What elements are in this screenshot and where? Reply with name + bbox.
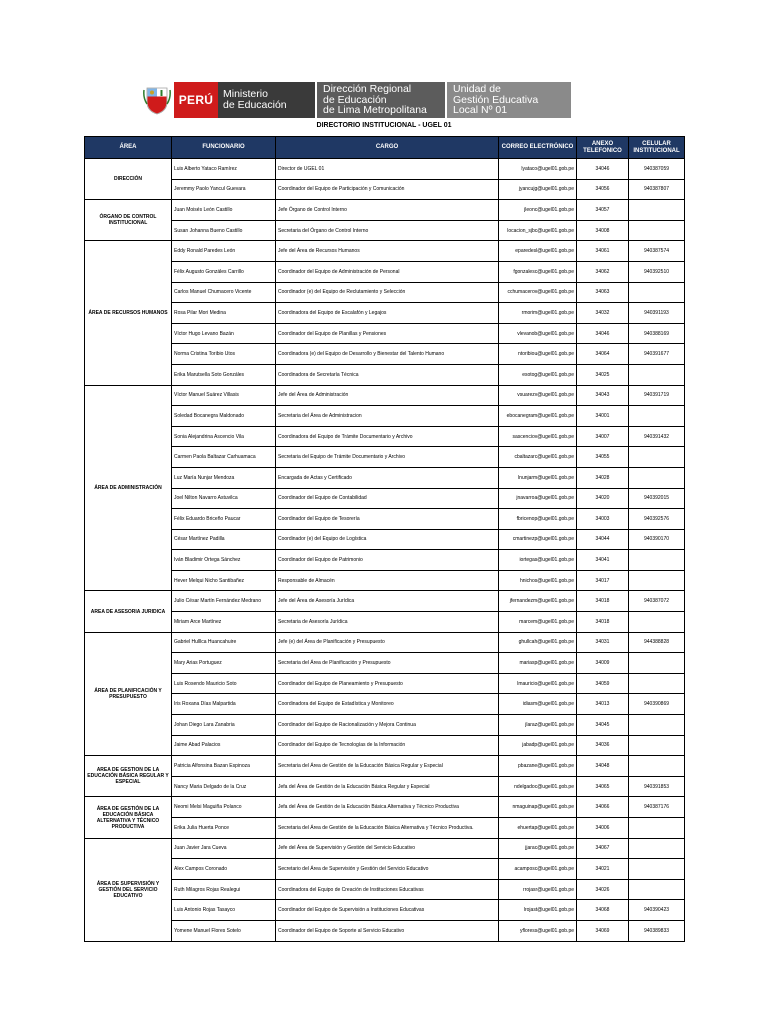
area-cell: AREA DE GESTION DE LA EDUCACIÓN BÁSICA REGULAR Y ESPECIAL: [85, 756, 172, 797]
table-row: [85, 632, 685, 653]
cargo-cell: Coordinadora del Equipo de Trámite Documentario y Archivo: [276, 426, 499, 447]
cargo-cell: Jefa del Área de Gestión de la Educación Básica Regular y Especial: [276, 776, 499, 797]
anexo-cell: 34059: [577, 673, 629, 694]
anexo-cell: 34065: [577, 776, 629, 797]
funcionario-cell: Alex Campos Coronado: [172, 859, 276, 880]
funcionario-cell: Julio César Martín Fernández Medrano: [172, 591, 276, 612]
email-cell[interactable]: nmaguinap@ugel01.gob.pe: [499, 797, 577, 818]
cargo-cell: Secretaria del Equipo de Trámite Documentario y Archivo: [276, 447, 499, 468]
celular-cell: 944388828: [629, 632, 685, 653]
table-row: [85, 859, 685, 880]
email-cell[interactable]: jleonc@ugel01.gob.pe: [499, 200, 577, 221]
anexo-cell: 34041: [577, 550, 629, 571]
cargo-cell: Coordinador del Equipo de Racionalización y Mejora Continua: [276, 715, 499, 736]
cargo-cell: Coordinador del Equipo de Planeamiento y Presupuesto: [276, 673, 499, 694]
table-row: [85, 756, 685, 777]
anexo-cell: 34001: [577, 406, 629, 427]
email-cell[interactable]: ehuertap@ugel01.gob.pe: [499, 818, 577, 839]
table-row: [85, 467, 685, 488]
funcionario-cell: Jaime Abad Palacios: [172, 735, 276, 756]
anexo-cell: 34018: [577, 591, 629, 612]
cargo-cell: Coordinador (e) del Equipo de Logística: [276, 529, 499, 550]
anexo-cell: 34055: [577, 447, 629, 468]
table-row: [85, 406, 685, 427]
anexo-cell: 34061: [577, 241, 629, 262]
email-cell[interactable]: lyataco@ugel01.gob.pe: [499, 159, 577, 180]
table-row: [85, 879, 685, 900]
area-cell: AREA DE ASESORIA JURIDICA: [85, 591, 172, 632]
celular-cell: [629, 364, 685, 385]
area-cell: DIRECCIÓN: [85, 159, 172, 200]
cargo-cell: Secretaria de Asesoría Jurídica: [276, 612, 499, 633]
email-cell[interactable]: cmartinezp@ugel01.gob.pe: [499, 529, 577, 550]
area-cell: ÁREA DE RECURSOS HUMANOS: [85, 241, 172, 385]
celular-cell: 940387059: [629, 159, 685, 180]
table-row: [85, 900, 685, 921]
table-row: [85, 653, 685, 674]
email-cell[interactable]: jjarac@ugel01.gob.pe: [499, 838, 577, 859]
table-row: [85, 426, 685, 447]
funcionario-cell: Carlos Manuel Chumacero Vicente: [172, 282, 276, 303]
funcionario-cell: Luis Alberto Yataco Ramírez: [172, 159, 276, 180]
col-header-cargo: CARGO: [276, 137, 499, 159]
celular-cell: [629, 406, 685, 427]
celular-cell: 940391193: [629, 303, 685, 324]
email-cell[interactable]: jnavarroa@ugel01.gob.pe: [499, 488, 577, 509]
cargo-cell: Coordinador (e) del Equipo de Reclutamiento y Selección: [276, 282, 499, 303]
table-row: [85, 509, 685, 530]
email-cell[interactable]: cchumacerov@ugel01.gob.pe: [499, 282, 577, 303]
funcionario-cell: Erika Marutsella Soto Gonzáles: [172, 364, 276, 385]
funcionario-cell: Juan Moisés León Castillo: [172, 200, 276, 221]
ministerio-label: Ministerio de Educación: [218, 82, 315, 118]
email-cell[interactable]: jlaraz@ugel01.gob.pe: [499, 715, 577, 736]
cargo-cell: Coordinador del Equipo de Tecnologías de la Información: [276, 735, 499, 756]
cargo-cell: Secretaria del Área de Gestión de la Educación Básica Regular y Especial: [276, 756, 499, 777]
anexo-cell: 34064: [577, 344, 629, 365]
area-cell: ÁREA DE ADMINISTRACIÓN: [85, 385, 172, 591]
table-row: [85, 818, 685, 839]
anexo-cell: 34013: [577, 694, 629, 715]
cargo-cell: Coordinadora de Secretaría Técnica: [276, 364, 499, 385]
anexo-cell: 34046: [577, 323, 629, 344]
table-row: [85, 550, 685, 571]
cargo-cell: Director de UGEL 01: [276, 159, 499, 180]
area-cell: ÁREA DE GESTIÓN DE LA EDUCACIÓN BÁSICA ALTERNATIVA Y TÉCNICO PRODUCTIVA: [85, 797, 172, 838]
funcionario-cell: Luz María Nunjar Mendoza: [172, 467, 276, 488]
table-row: [85, 303, 685, 324]
celular-cell: [629, 200, 685, 221]
celular-cell: [629, 220, 685, 241]
celular-cell: 940387176: [629, 797, 685, 818]
celular-cell: 940391719: [629, 385, 685, 406]
anexo-cell: 34031: [577, 632, 629, 653]
table-row: [85, 838, 685, 859]
funcionario-cell: Soledad Bocanegra Maldonado: [172, 406, 276, 427]
cargo-cell: Jefe del Área de Supervisión y Gestión del Servicio Educativo: [276, 838, 499, 859]
cargo-cell: Jefe del Área de Administración: [276, 385, 499, 406]
email-cell[interactable]: rmorim@ugel01.gob.pe: [499, 303, 577, 324]
cargo-cell: Jefe (e) del Área de Planificación y Presupuesto: [276, 632, 499, 653]
table-row: [85, 920, 685, 941]
anexo-cell: 34026: [577, 879, 629, 900]
celular-cell: [629, 570, 685, 591]
cargo-cell: Secretaria del Área de Planificación y Presupuesto: [276, 653, 499, 674]
anexo-cell: 34008: [577, 220, 629, 241]
funcionario-cell: Joel Nilton Navarro Astuvilca: [172, 488, 276, 509]
celular-cell: [629, 735, 685, 756]
cargo-cell: Jefa del Área de Gestión de la Educación Básica Alternativa y Técnico Productiva: [276, 797, 499, 818]
funcionario-cell: Mary Arias Portuguez: [172, 653, 276, 674]
funcionario-cell: Gabriel Hulllca Huancahuire: [172, 632, 276, 653]
email-cell[interactable]: acamposc@ugel01.gob.pe: [499, 859, 577, 880]
email-cell[interactable]: sascenciov@ugel01.gob.pe: [499, 426, 577, 447]
email-cell[interactable]: ebocanegram@ugel01.gob.pe: [499, 406, 577, 427]
cargo-cell: Jefe del Área de Recursos Humanos: [276, 241, 499, 262]
anexo-cell: 34062: [577, 261, 629, 282]
cargo-cell: Encargada de Actas y Certificado: [276, 467, 499, 488]
cargo-cell: Coordinador del Equipo de Soporte al Servicio Educativo: [276, 920, 499, 941]
funcionario-cell: Víctor Manuel Suárez Villasis: [172, 385, 276, 406]
table-row: [85, 715, 685, 736]
table-row: [85, 220, 685, 241]
funcionario-cell: Sonia Alejandrina Ascencio Vila: [172, 426, 276, 447]
anexo-cell: 34045: [577, 715, 629, 736]
funcionario-cell: Nancy Maria Delgado de la Cruz: [172, 776, 276, 797]
cargo-cell: Coordinadora del Equipo de Creación de Instituciones Educativas: [276, 879, 499, 900]
table-row: [85, 447, 685, 468]
table-row: [85, 241, 685, 262]
table-header-row: [85, 137, 685, 159]
anexo-cell: 34032: [577, 303, 629, 324]
cargo-cell: Coordinadora del Equipo de Estadística y Monitoreo: [276, 694, 499, 715]
email-cell[interactable]: yfloress@ugel01.gob.pe: [499, 920, 577, 941]
document-title: DIRECTORIO INSTITUCIONAL - UGEL 01: [316, 122, 452, 129]
email-cell[interactable]: fgonzalesc@ugel01.gob.pe: [499, 261, 577, 282]
cargo-cell: Coordinador del Equipo de Supervisión a Instituciones Educativas: [276, 900, 499, 921]
table-row: [85, 735, 685, 756]
funcionario-cell: Yomene Manuel Flores Sotelo: [172, 920, 276, 941]
email-cell[interactable]: marcem@ugel01.gob.pe: [499, 612, 577, 633]
funcionario-cell: Jeremmy Paolo Yancul Guevara: [172, 179, 276, 200]
anexo-cell: 34043: [577, 385, 629, 406]
anexo-cell: 34044: [577, 529, 629, 550]
table-row: [85, 694, 685, 715]
email-cell[interactable]: eparedesl@ugel01.gob.pe: [499, 241, 577, 262]
celular-cell: [629, 818, 685, 839]
table-row: [85, 612, 685, 633]
funcionario-cell: Ruth Milagros Rojas Realegui: [172, 879, 276, 900]
funcionario-cell: Hever Melqui Nicho Santibañez: [172, 570, 276, 591]
email-cell[interactable]: hnichos@ugel01.gob.pe: [499, 570, 577, 591]
cargo-cell: Secretaria del Área de Administracion: [276, 406, 499, 427]
table-row: [85, 282, 685, 303]
table-row: [85, 385, 685, 406]
celular-cell: 940391853: [629, 776, 685, 797]
anexo-cell: 34017: [577, 570, 629, 591]
ugel-label: Unidad de Gestión Educativa Local Nº 01: [447, 82, 571, 118]
funcionario-cell: Félix Augusto Gonzáles Carrillo: [172, 261, 276, 282]
area-cell: ÁREA DE SUPERVISIÓN Y GESTIÓN DEL SERVICIO EDUCATIVO: [85, 838, 172, 941]
dre-label: Dirección Regional de Educación de Lima Metropolitana: [317, 82, 445, 118]
cargo-cell: Coordinador del Equipo de Contabilidad: [276, 488, 499, 509]
email-cell[interactable]: vsuarezv@ugel01.gob.pe: [499, 385, 577, 406]
funcionario-cell: Luis Antonio Rojas Tasayco: [172, 900, 276, 921]
celular-cell: 940391432: [629, 426, 685, 447]
col-header-area: ÁREA: [85, 137, 172, 159]
email-cell[interactable]: ntoribiou@ugel01.gob.pe: [499, 344, 577, 365]
funcionario-cell: Víctor Hugo Levano Bazán: [172, 323, 276, 344]
table-row: [85, 159, 685, 180]
celular-cell: [629, 879, 685, 900]
email-cell[interactable]: jyancujg@ugel01.gob.pe: [499, 179, 577, 200]
celular-cell: [629, 612, 685, 633]
celular-cell: [629, 673, 685, 694]
celular-cell: 940390423: [629, 900, 685, 921]
email-cell[interactable]: esotog@ugel01.gob.pe: [499, 364, 577, 385]
celular-cell: 940392576: [629, 509, 685, 530]
funcionario-cell: César Martínez Padilla: [172, 529, 276, 550]
cargo-cell: Coordinador del Equipo de Participación y Comunicación: [276, 179, 499, 200]
email-cell[interactable]: jabadp@ugel01.gob.pe: [499, 735, 577, 756]
table-row: [85, 200, 685, 221]
col-header-correo: CORREO ELECTRÓNICO: [499, 137, 577, 159]
celular-cell: 940387807: [629, 179, 685, 200]
funcionario-cell: Eddy Ronald Paredes León: [172, 241, 276, 262]
cargo-cell: Secretaria del Órgano de Control Interno: [276, 220, 499, 241]
cargo-cell: Coordinadora (e) del Equipo de Desarrollo y Bienestar del Talento Humano: [276, 344, 499, 365]
cargo-cell: Responsable de Almacén: [276, 570, 499, 591]
celular-cell: 940390869: [629, 694, 685, 715]
email-cell[interactable]: lrojast@ugel01.gob.pe: [499, 900, 577, 921]
anexo-cell: 34067: [577, 838, 629, 859]
cargo-cell: Jefe Órgano de Control Interno: [276, 200, 499, 221]
table-body: [85, 159, 685, 942]
email-cell[interactable]: ghullcah@ugel01.gob.pe: [499, 632, 577, 653]
cargo-cell: Coordinador del Equipo de Planillas y Pensiones: [276, 323, 499, 344]
table-row: [85, 364, 685, 385]
celular-cell: 940392510: [629, 261, 685, 282]
table-row: [85, 776, 685, 797]
anexo-cell: 34006: [577, 818, 629, 839]
funcionario-cell: Erika Julia Huerta Ponce: [172, 818, 276, 839]
anexo-cell: 34068: [577, 900, 629, 921]
email-cell[interactable]: idiasm@ugel01.gob.pe: [499, 694, 577, 715]
anexo-cell: 34056: [577, 179, 629, 200]
funcionario-cell: Rosa Pilar Mori Medina: [172, 303, 276, 324]
celular-cell: [629, 859, 685, 880]
coat-of-arms-icon: [140, 82, 174, 118]
email-cell[interactable]: mariasp@ugel01.gob.pe: [499, 653, 577, 674]
celular-cell: 940387574: [629, 241, 685, 262]
funcionario-cell: Susan Johanna Bueno Castillo: [172, 220, 276, 241]
area-cell: ÁREA DE PLANIFICACIÓN Y PRESUPUESTO: [85, 632, 172, 756]
table-row: [85, 591, 685, 612]
table-row: [85, 673, 685, 694]
email-cell[interactable]: fbricenop@ugel01.gob.pe: [499, 509, 577, 530]
celular-cell: 940389833: [629, 920, 685, 941]
col-header-celular: CELULAR INSTITUCIONAL: [629, 137, 685, 159]
celular-cell: [629, 715, 685, 736]
area-cell: ÓRGANO DE CONTROL INSTITUCIONAL: [85, 200, 172, 241]
email-cell[interactable]: pbazane@ugel01.gob.pe: [499, 756, 577, 777]
cargo-cell: Coordinador del Equipo de Tesorería: [276, 509, 499, 530]
email-cell[interactable]: locacion_sjbc@ugel01.gob.pe: [499, 220, 577, 241]
email-cell[interactable]: lmauricio@ugel01.gob.pe: [499, 673, 577, 694]
celular-cell: [629, 653, 685, 674]
anexo-cell: 34009: [577, 653, 629, 674]
email-cell[interactable]: ndelgadoc@ugel01.gob.pe: [499, 776, 577, 797]
anexo-cell: 34025: [577, 364, 629, 385]
table-row: [85, 344, 685, 365]
anexo-cell: 34007: [577, 426, 629, 447]
cargo-cell: Coordinadora del Equipo de Escalafón y Legajos: [276, 303, 499, 324]
funcionario-cell: Iván Bladimir Ortega Sánchez: [172, 550, 276, 571]
cargo-cell: Jefe del Área de Asesoría Jurídica: [276, 591, 499, 612]
funcionario-cell: Miriam Arce Martínez: [172, 612, 276, 633]
anexo-cell: 34066: [577, 797, 629, 818]
anexo-cell: 34069: [577, 920, 629, 941]
funcionario-cell: Juan Javier Jara Cueva: [172, 838, 276, 859]
celular-cell: [629, 467, 685, 488]
table-row: [85, 488, 685, 509]
cargo-cell: Secretaria del Área de Gestión de la Educación Básica Alternativa y Técnico Productiva.: [276, 818, 499, 839]
directory-table: [84, 136, 685, 942]
funcionario-cell: Patricia Alfonsina Bazan Espinoza: [172, 756, 276, 777]
table-row: [85, 261, 685, 282]
funcionario-cell: Johan Diego Lara Zanabria: [172, 715, 276, 736]
celular-cell: 940387072: [629, 591, 685, 612]
cargo-cell: Coordinador del Equipo de Administración de Personal: [276, 261, 499, 282]
anexo-cell: 34003: [577, 509, 629, 530]
celular-cell: [629, 550, 685, 571]
email-cell[interactable]: rrojasr@ugel01.gob.pe: [499, 879, 577, 900]
funcionario-cell: Norma Cristina Toribio Utos: [172, 344, 276, 365]
institutional-header: [140, 82, 571, 118]
table-row: [85, 797, 685, 818]
funcionario-cell: Iris Roxana Días Malpartida: [172, 694, 276, 715]
celular-cell: 940388169: [629, 323, 685, 344]
email-cell[interactable]: jfernandezm@ugel01.gob.pe: [499, 591, 577, 612]
celular-cell: [629, 838, 685, 859]
celular-cell: [629, 756, 685, 777]
anexo-cell: 34063: [577, 282, 629, 303]
col-header-funcionario: FUNCIONARIO: [172, 137, 276, 159]
email-cell[interactable]: cbaltazarc@ugel01.gob.pe: [499, 447, 577, 468]
email-cell[interactable]: lnunjarm@ugel01.gob.pe: [499, 467, 577, 488]
anexo-cell: 34036: [577, 735, 629, 756]
funcionario-cell: Félix Eduardo Briceño Paucar: [172, 509, 276, 530]
funcionario-cell: Carmen Paola Baltazar Carhuamaca: [172, 447, 276, 468]
table-row: [85, 323, 685, 344]
anexo-cell: 34046: [577, 159, 629, 180]
col-header-anexo: ANEXO TELEFONICO: [577, 137, 629, 159]
anexo-cell: 34057: [577, 200, 629, 221]
celular-cell: 940392015: [629, 488, 685, 509]
celular-cell: 940391677: [629, 344, 685, 365]
email-cell[interactable]: iortegas@ugel01.gob.pe: [499, 550, 577, 571]
celular-cell: [629, 447, 685, 468]
anexo-cell: 34021: [577, 859, 629, 880]
funcionario-cell: Neomi Melsi Maguiña Polanco: [172, 797, 276, 818]
funcionario-cell: Luis Rosendo Mauricio Soto: [172, 673, 276, 694]
anexo-cell: 34020: [577, 488, 629, 509]
anexo-cell: 34018: [577, 612, 629, 633]
anexo-cell: 34048: [577, 756, 629, 777]
email-cell[interactable]: vlevanob@ugel01.gob.pe: [499, 323, 577, 344]
peru-label: PERÚ: [174, 82, 218, 118]
table-row: [85, 179, 685, 200]
table-row: [85, 570, 685, 591]
anexo-cell: 34028: [577, 467, 629, 488]
celular-cell: 940390170: [629, 529, 685, 550]
celular-cell: [629, 282, 685, 303]
cargo-cell: Coordinador del Equipo de Patrimonio: [276, 550, 499, 571]
table-row: [85, 529, 685, 550]
cargo-cell: Secretario del Área de Supervisión y Gestión del Servicio Educativo: [276, 859, 499, 880]
